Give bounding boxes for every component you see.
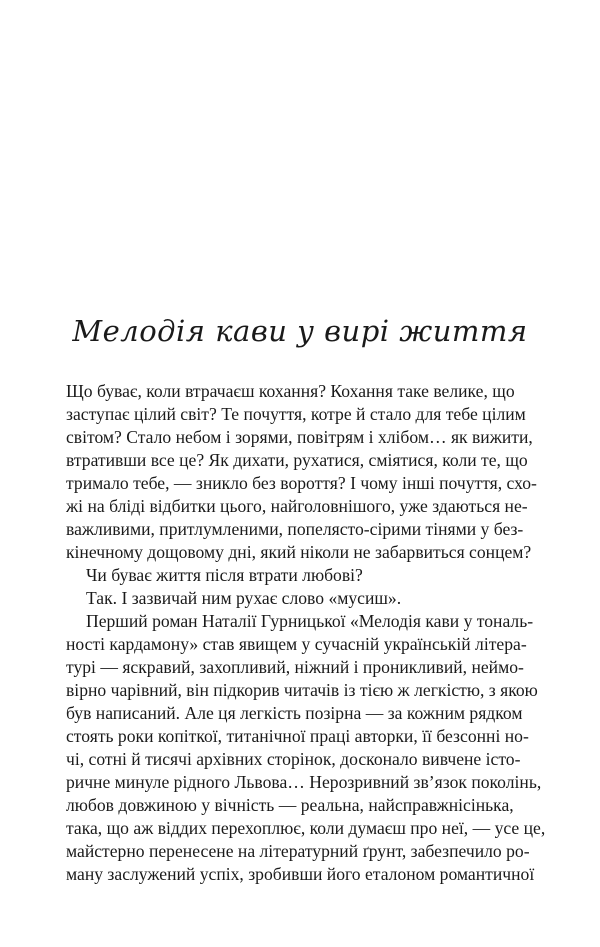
body-text bbox=[66, 380, 546, 886]
text-line: Так. І зазвичай ним рухає слово «мусиш». bbox=[86, 588, 402, 608]
text-line: ності кардамону» став явищем у сучасній українській літера- bbox=[66, 634, 527, 654]
text-line: втративши все це? Як дихати, рухатися, сміятися, коли те, що bbox=[66, 450, 528, 470]
text-line: турі — яскравий, захопливий, ніжний і проникливий, неймо- bbox=[66, 657, 524, 677]
paragraph bbox=[66, 587, 512, 610]
text-line: майстерно перенесене на літературний ґрунт, забезпечило ро- bbox=[66, 841, 530, 861]
text-line: ричне минуле рідного Львова… Нерозривний зв’язок поколінь, bbox=[66, 772, 542, 792]
paragraph bbox=[66, 380, 537, 564]
text-line: важливими, притлумленими, попелясто-сірими тінями у без- bbox=[66, 519, 524, 539]
paragraph bbox=[66, 564, 512, 587]
text-line: Чи буває життя після втрати любові? bbox=[86, 565, 363, 585]
text-line: Що буває, коли втрачаєш кохання? Кохання таке велике, що bbox=[66, 381, 515, 401]
text-line: стоять роки копіткої, титанічної праці авторки, її безсонні но- bbox=[66, 726, 529, 746]
text-line: заступає цілий світ? Те почуття, котре й стало для тебе цілим bbox=[66, 404, 526, 424]
text-line: світом? Стало небом і зорями, повітрям і хлібом… як вижити, bbox=[66, 427, 533, 447]
text-line: Перший роман Наталії Гурницької «Мелодія кави у тональ- bbox=[86, 611, 534, 631]
text-line: чі, сотні й тисячі архівних сторінок, досконало вивчене істо- bbox=[66, 749, 521, 769]
chapter-title: Мелодія кави у вирі життя bbox=[72, 314, 528, 348]
text-line: був написаний. Але ця легкість позірна — за кожним рядком bbox=[66, 703, 523, 723]
text-line: кінечному дощовому дні, який ніколи не забарвиться сонцем? bbox=[66, 542, 532, 562]
text-line: тримало тебе, — зникло без вороття? І чому інші почуття, схо- bbox=[66, 473, 537, 493]
text-line: жі на бліді відбитки цього, найголовнішого, уже здаються не- bbox=[66, 496, 528, 516]
text-line: ману заслужений успіх, зробивши його еталоном романтичної bbox=[66, 864, 535, 884]
text-line: вірно чарівний, він підкорив читачів із тією ж легкістю, з якою bbox=[66, 680, 538, 700]
text-line: така, що аж віддих перехоплює, коли думаєш про неї, — усе це, bbox=[66, 818, 546, 838]
text-line: любов довжиною у вічність — реальна, найсправжнісінька, bbox=[66, 795, 514, 815]
paragraph bbox=[66, 610, 546, 886]
